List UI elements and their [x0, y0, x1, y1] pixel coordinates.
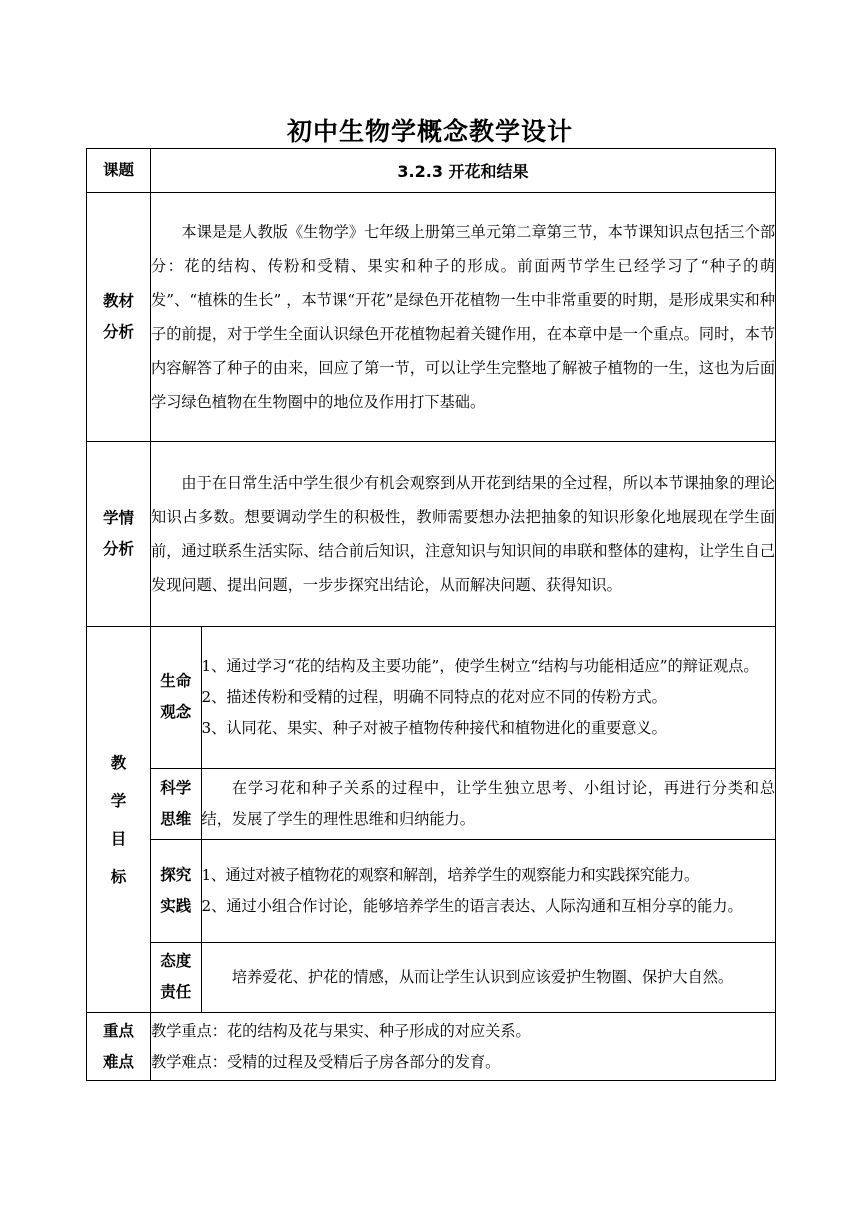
objective-line: 培养爱花、护花的情感，从而让学生认识到应该爱护生物圈、保护大自然。	[231, 967, 734, 986]
student-analysis-label	[87, 442, 151, 627]
material-analysis-row	[87, 193, 776, 442]
objectives-label	[87, 627, 151, 1013]
objective-row-life-concept	[151, 627, 775, 768]
objective-label-scientific-thinking	[151, 768, 201, 839]
objective-row-scientific-thinking	[151, 768, 775, 839]
teaching-focus: 教学重点：花的结构及花与果实、种子形成的对应关系。	[151, 1021, 531, 1040]
material-analysis-label	[87, 193, 151, 442]
key-points-cell	[151, 1013, 776, 1081]
objectives-label-char: 教	[110, 753, 127, 772]
objective-label-line2: 责任	[160, 983, 192, 1002]
objective-line: 3、认同花、果实、种子对被子植物传种接代和植物进化的重要意义。	[201, 718, 667, 737]
key-points-label-line2: 难点	[102, 1052, 134, 1071]
objective-label-line2: 观念	[160, 703, 192, 722]
objective-row-inquiry-practice	[151, 839, 775, 942]
key-points-label	[87, 1013, 151, 1081]
objective-label-line2: 思维	[160, 809, 192, 828]
teaching-difficulty: 教学难点：受精的过程及受精后子房各部分的发育。	[151, 1052, 501, 1071]
objective-label-attitude-responsibility	[151, 942, 201, 1012]
material-analysis-label-line2: 分析	[102, 323, 134, 341]
student-analysis-text-cell	[151, 442, 776, 627]
document-title: 初中生物学概念教学设计	[286, 117, 573, 146]
objective-line: 1、通过学习“花的结构及主要功能”，使学生树立“结构与功能相适应”的辩证观点。	[201, 656, 759, 675]
material-analysis-label-line1: 教材	[102, 292, 134, 310]
objectives-row	[87, 627, 776, 1013]
objective-content-attitude-responsibility	[201, 942, 775, 1012]
objective-label-line1: 生命	[160, 672, 192, 691]
objectives-label-char: 标	[110, 867, 127, 886]
key-points-label-line1: 重点	[102, 1021, 134, 1040]
objective-line: 1、通过对被子植物花的观察和解剖，培养学生的观察能力和实践探究能力。	[201, 865, 699, 884]
objective-label-inquiry-practice	[151, 839, 201, 942]
topic-label: 课题	[87, 149, 151, 193]
objective-content-inquiry-practice	[201, 839, 775, 942]
topic-value: 3.2.3 开花和结果	[151, 149, 776, 193]
student-analysis-text: 由于在日常生活中学生很少有机会观察到从开花到结果的全过程，所以本节课抽象的理论知识占多数。想要调动学生的积极性，教师需要想办法把抽象的知识形象化地展现在学生面前，通过联系生活实际、结合前后知识，注意知识与知识间的串联和整体的建构，让学生自己发现问题、提出问题，一步步探究出结论，从而解决问题、获得知识。	[151, 474, 775, 594]
objectives-table	[151, 627, 775, 1012]
objectives-label-char: 目	[110, 829, 127, 848]
objectives-cell	[151, 627, 776, 1013]
objective-content-scientific-thinking	[201, 768, 775, 839]
material-analysis-text: 本课是是人教版《生物学》七年级上册第三单元第二章第三节，本节课知识点包括三个部分：花的结构、传粉和受精、果实和种子的形成。前面两节学生已经学习了“种子的萌发”、“植株的生长” ，本节课“开花”是绿色开花植物一生中非常重要的时期，是形成果实和种子的前提，对于学生全面认识绿色开花植物起着关键作用，在本章中是一个重点。同时，本节内容解答了种子的由来，回应了第一节，可以让学生完整地了解被子植物的一生，这也为后面学习绿色植物在生物圈中的地位及作用打下基础。	[151, 223, 775, 411]
objective-row-attitude-responsibility	[151, 942, 775, 1012]
student-analysis-row	[87, 442, 776, 627]
objective-content-life-concept	[201, 627, 775, 768]
objective-line: 2、描述传粉和受精的过程，明确不同特点的花对应不同的传粉方式。	[201, 687, 667, 706]
objectives-label-char: 学	[110, 791, 127, 810]
student-analysis-label-line2: 分析	[102, 540, 134, 558]
objective-line: 2、通过小组合作讨论，能够培养学生的语言表达、人际沟通和互相分享的能力。	[201, 896, 743, 915]
topic-row	[87, 149, 776, 193]
objective-label-line1: 态度	[160, 952, 192, 971]
objective-label-line2: 实践	[160, 896, 192, 915]
objective-label-line1: 科学	[160, 778, 192, 797]
objective-line: 在学习花和种子关系的过程中，让学生独立思考、小组讨论，再进行分类和总结，发展了学生的理性思维和归纳能力。	[201, 778, 775, 828]
objective-label-life-concept	[151, 627, 201, 768]
objective-label-line1: 探究	[160, 865, 192, 884]
lesson-plan-table	[86, 148, 776, 1081]
key-points-row	[87, 1013, 776, 1081]
student-analysis-label-line1: 学情	[102, 509, 134, 527]
material-analysis-text-cell	[151, 193, 776, 442]
